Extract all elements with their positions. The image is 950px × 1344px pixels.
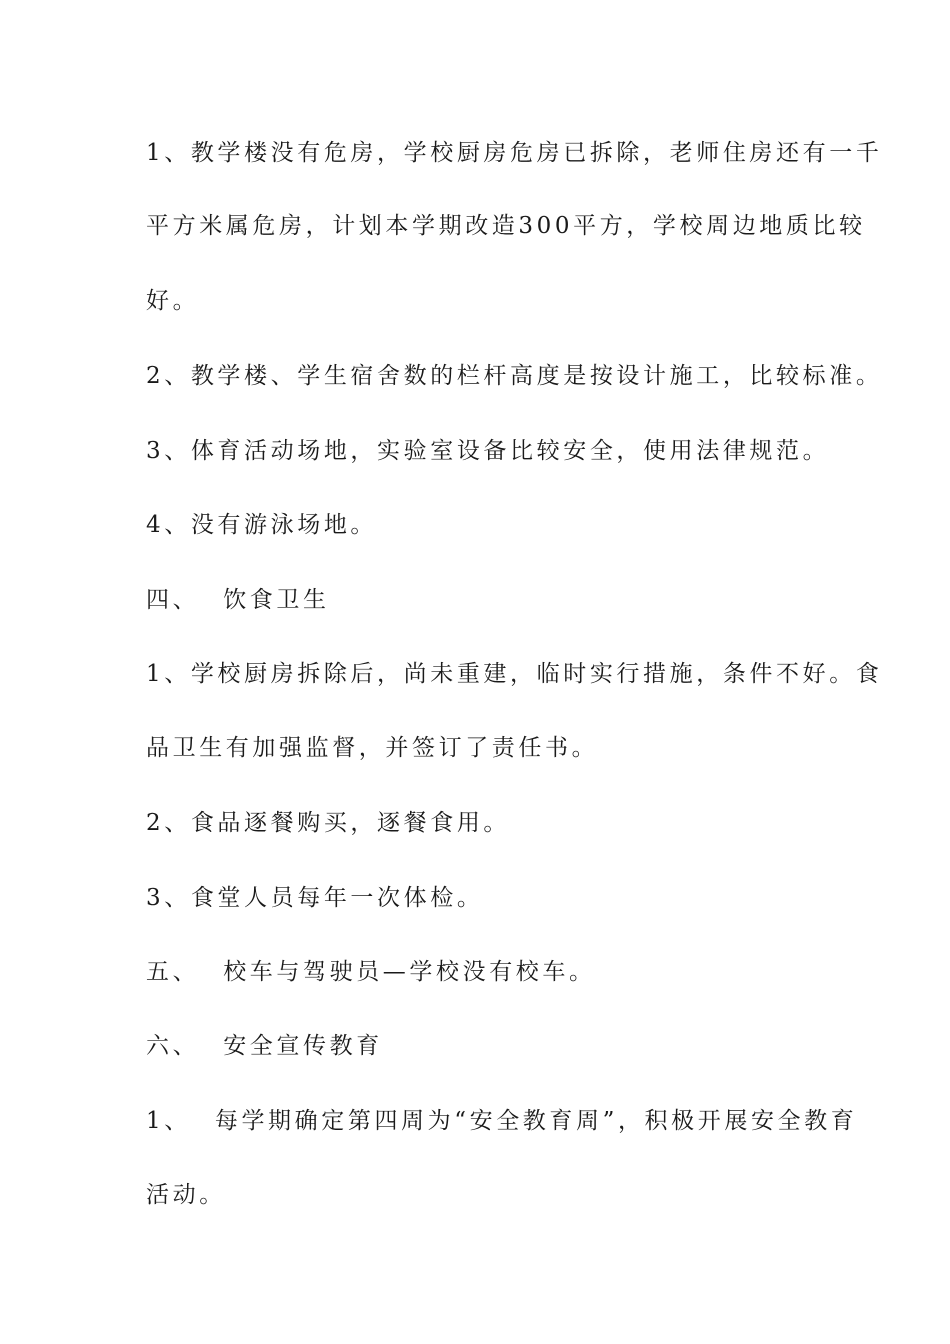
section-title: 安全宣传教育 xyxy=(223,1033,383,1059)
paragraph-line: 好。 xyxy=(146,288,200,314)
paragraph-line: 3、体育活动场地，实验室设备比较安全，使用法律规范。 xyxy=(146,438,830,464)
paragraph-line: 品卫生有加强监督，并签订了责任书。 xyxy=(146,735,599,761)
paragraph-line: 2、食品逐餐购买，逐餐食用。 xyxy=(146,810,511,836)
paragraph-line xyxy=(146,1106,858,1136)
paragraph-line: 1、学校厨房拆除后，尚未重建，临时实行措施，条件不好。食 xyxy=(146,661,883,687)
section-heading-6 xyxy=(146,1031,816,1061)
item-text: 每学期确定第四周为“安全教育周”，积极开展安全教育 xyxy=(214,1108,858,1134)
item-number: 1、 xyxy=(146,1108,191,1134)
section-number: 六、 xyxy=(146,1033,200,1059)
paragraph-line: 3、食堂人员每年一次体检。 xyxy=(146,885,484,911)
section-heading-4 xyxy=(146,585,816,615)
section-number: 四、 xyxy=(146,587,200,613)
paragraph-line: 活动。 xyxy=(146,1182,226,1208)
paragraph-line: 平方米属危房，计划本学期改造300平方，学校周边地质比较 xyxy=(146,213,866,239)
paragraph-line: 2、教学楼、学生宿舍数的栏杆高度是按设计施工，比较标准。 xyxy=(146,363,883,389)
section-title: 饮食卫生 xyxy=(223,587,330,613)
paragraph-line: 1、教学楼没有危房，学校厨房危房已拆除，老师住房还有一千 xyxy=(146,140,883,166)
paragraph-line: 4、没有游泳场地。 xyxy=(146,512,378,538)
section-number: 五、 xyxy=(146,959,200,985)
section-title: 校车与驾驶员—学校没有校车。 xyxy=(223,959,596,985)
section-heading-5 xyxy=(146,957,816,987)
